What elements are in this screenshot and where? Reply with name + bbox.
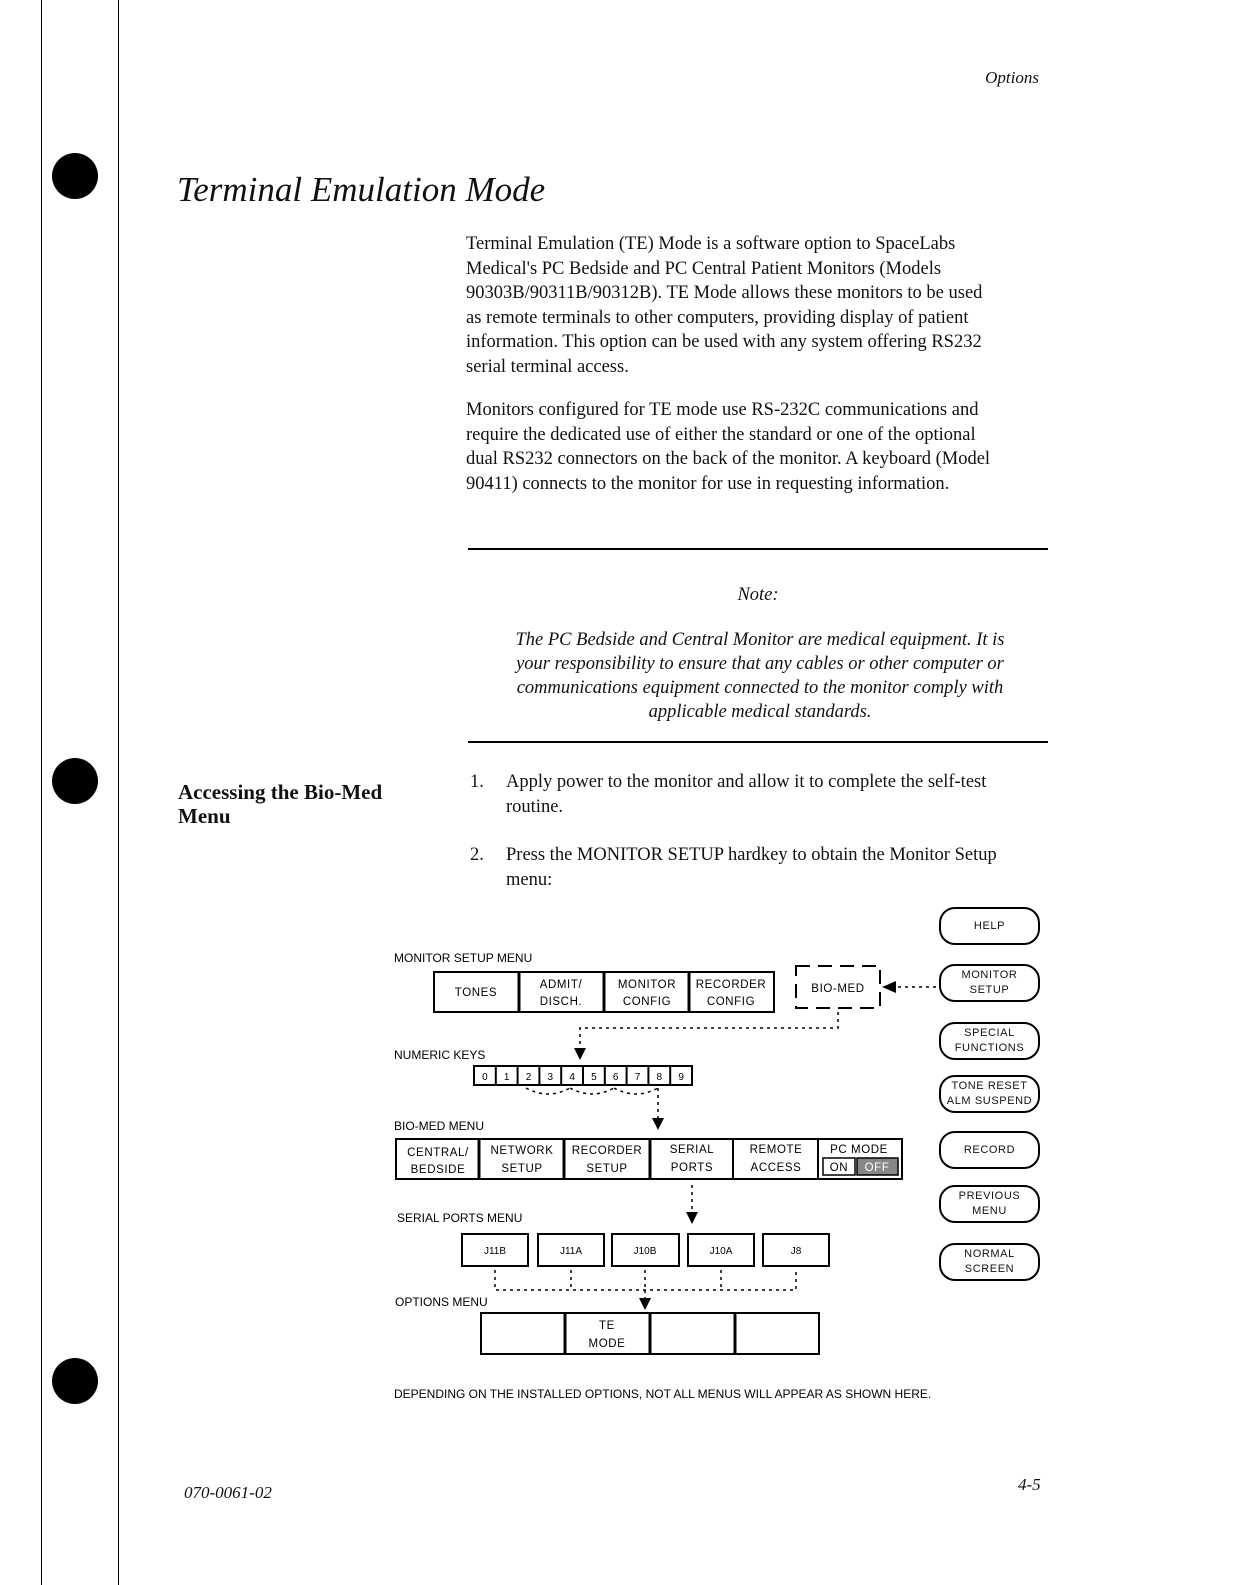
- numeric-key-1[interactable]: 1: [503, 1072, 510, 1083]
- heading-line: Accessing the Bio-Med: [178, 780, 383, 804]
- tones-softkey[interactable]: TONES: [454, 987, 498, 999]
- admit-disch-softkey[interactable]: ADMIT/: [539, 979, 583, 991]
- remote-access-softkey[interactable]: REMOTE: [749, 1144, 803, 1156]
- numeric-key-2[interactable]: 2: [525, 1072, 532, 1083]
- monitor-config-softkey[interactable]: MONITOR: [617, 979, 677, 991]
- pc-mode-off-option[interactable]: OFF: [864, 1162, 890, 1174]
- text-line: Monitors configured for TE mode use RS-232C communications and: [466, 400, 979, 420]
- bio-med-softkeys: [396, 1139, 902, 1179]
- arrow-down-icon: [686, 1212, 698, 1224]
- step-number: 1.: [470, 772, 484, 792]
- hardkey-label: RECORD: [963, 1143, 1016, 1156]
- numeric-key-3[interactable]: 3: [547, 1072, 554, 1083]
- record-hardkey[interactable]: [939, 1131, 1040, 1169]
- note-line: your responsibility to ensure that any cables or other computer or: [516, 654, 1004, 674]
- recorder-config-softkey[interactable]: RECORDER: [695, 979, 767, 991]
- options-softkeys: [481, 1313, 819, 1354]
- numeric-key-5[interactable]: 5: [591, 1072, 597, 1083]
- note-label: Note:: [737, 585, 779, 605]
- j10b-softkey[interactable]: J10B: [633, 1246, 657, 1257]
- serial-ports-softkey-line2: PORTS: [670, 1162, 714, 1174]
- text-line: Press the MONITOR SETUP hardkey to obtain the Monitor Setup: [506, 845, 997, 865]
- note-line: The PC Bedside and Central Monitor are medical equipment. It is: [515, 630, 1005, 650]
- key-sequence-link: [526, 1088, 658, 1094]
- monitor-setup-menu-label: MONITOR SETUP MENU: [394, 951, 533, 965]
- page-title: Terminal Emulation Mode: [177, 170, 546, 209]
- numeric-key-6[interactable]: 6: [612, 1072, 619, 1083]
- text-line: dual RS232 connectors on the back of the monitor. A keyboard (Model: [466, 449, 991, 469]
- help-hardkey[interactable]: [939, 907, 1040, 945]
- numeric-key-4[interactable]: 4: [569, 1072, 575, 1083]
- monitor-config-softkey-line2: CONFIG: [622, 996, 672, 1008]
- note-line: applicable medical standards.: [648, 702, 872, 722]
- running-header: Options: [985, 68, 1039, 87]
- monitor-setup-hardkey[interactable]: [939, 964, 1040, 1002]
- note-line: communications equipment connected to the monitor comply with: [516, 678, 1004, 698]
- step-number: 2.: [470, 845, 484, 865]
- bio-med-key-label: BIO-MED: [811, 983, 865, 995]
- tone-reset-alm-suspend-hardkey[interactable]: [939, 1075, 1040, 1113]
- arrow-down-icon: [574, 1048, 586, 1060]
- numeric-keypad: [474, 1066, 692, 1085]
- te-mode-softkey[interactable]: TE: [599, 1320, 615, 1332]
- hardkey-label: NORMAL: [964, 1248, 1015, 1260]
- arrow-down-icon: [652, 1118, 664, 1130]
- normal-screen-hardkey[interactable]: [939, 1243, 1040, 1281]
- bio-med-hidden-key[interactable]: [796, 966, 880, 1008]
- hardkey-label: MENU: [972, 1205, 1007, 1217]
- network-setup-softkey[interactable]: NETWORK: [490, 1145, 554, 1157]
- serial-ports-softkey[interactable]: SERIAL: [669, 1144, 715, 1156]
- hardkey-label: HELP: [973, 919, 1006, 932]
- numeric-key-0[interactable]: 0: [482, 1072, 488, 1083]
- arrow-down-icon: [639, 1298, 651, 1310]
- serial-ports-menu-label: SERIAL PORTS MENU: [397, 1211, 523, 1225]
- pc-mode-softkey[interactable]: PC MODE: [830, 1144, 888, 1156]
- heading-line: Menu: [178, 804, 231, 828]
- j11b-softkey[interactable]: J11B: [483, 1246, 507, 1257]
- hardkey-label: TONE RESET: [951, 1080, 1028, 1092]
- hardkey-label: MONITOR: [961, 969, 1018, 981]
- bio-med-menu-label: BIO-MED MENU: [394, 1119, 484, 1133]
- text-line: 90303B/90311B/90312B). TE Mode allows these monitors to be used: [466, 283, 983, 303]
- text-line: 90411) connects to the monitor for use in requesting information.: [466, 473, 950, 494]
- text-line: require the dedicated use of either the standard or one of the optional: [466, 424, 976, 445]
- special-functions-hardkey[interactable]: [939, 1022, 1040, 1060]
- page-number: 4-5: [1018, 1475, 1041, 1494]
- recorder-setup-softkey[interactable]: RECORDER: [571, 1145, 643, 1157]
- remote-access-softkey-line2: ACCESS: [750, 1162, 802, 1174]
- central-bedside-softkey-line2: BEDSIDE: [410, 1164, 466, 1176]
- numeric-keys-label: NUMERIC KEYS: [394, 1048, 486, 1062]
- numeric-key-8[interactable]: 8: [656, 1072, 663, 1083]
- previous-menu-hardkey[interactable]: [939, 1185, 1040, 1223]
- text-line: menu:: [506, 869, 553, 890]
- text-line: Apply power to the monitor and allow it to complete the self-test: [506, 772, 987, 792]
- monitor-setup-softkeys: [434, 972, 774, 1012]
- serial-ports-softkeys: [462, 1234, 829, 1266]
- hardkey-label: FUNCTIONS: [954, 1042, 1025, 1054]
- serial-ports-bracket: [495, 1270, 796, 1290]
- j11a-softkey[interactable]: J11A: [559, 1246, 583, 1257]
- numeric-key-7[interactable]: 7: [634, 1072, 641, 1083]
- diagram-caption: DEPENDING ON THE INSTALLED OPTIONS, NOT ALL MENUS WILL APPEAR AS SHOWN HERE.: [394, 1387, 932, 1401]
- text-line: routine.: [506, 796, 564, 817]
- te-mode-softkey-line2: MODE: [588, 1338, 626, 1350]
- options-menu-label: OPTIONS MENU: [395, 1295, 488, 1309]
- text-line: Terminal Emulation (TE) Mode is a software option to SpaceLabs: [466, 234, 956, 254]
- admit-disch-softkey-line2: DISCH.: [539, 996, 583, 1008]
- hardkey-label: PREVIOUS: [958, 1190, 1021, 1202]
- j10a-softkey[interactable]: J10A: [709, 1246, 733, 1257]
- document-number: 070-0061-02: [184, 1483, 272, 1502]
- arrow-left-icon: [882, 981, 896, 993]
- numeric-key-9[interactable]: 9: [678, 1072, 684, 1083]
- pc-mode-on-option[interactable]: ON: [829, 1162, 849, 1174]
- recorder-setup-softkey-line2: SETUP: [586, 1163, 628, 1175]
- biomed-to-numeric-link: [580, 1012, 838, 1052]
- network-setup-softkey-line2: SETUP: [501, 1163, 543, 1175]
- hardkey-label: SCREEN: [964, 1263, 1015, 1275]
- text-line: information. This option can be used with any system offering RS232: [466, 332, 982, 352]
- hardkey-label: ALM SUSPEND: [946, 1095, 1033, 1107]
- j8-softkey[interactable]: J8: [790, 1246, 802, 1257]
- hardkey-label: SETUP: [969, 984, 1010, 996]
- hardkey-label: SPECIAL: [964, 1027, 1015, 1039]
- text-line: serial terminal access.: [466, 356, 629, 377]
- text-line: Medical's PC Bedside and PC Central Patient Monitors (Models: [466, 258, 942, 279]
- recorder-config-softkey-line2: CONFIG: [706, 996, 756, 1008]
- central-bedside-softkey[interactable]: CENTRAL/: [407, 1147, 469, 1159]
- text-line: as remote terminals to other computers, providing display of patient: [466, 307, 969, 328]
